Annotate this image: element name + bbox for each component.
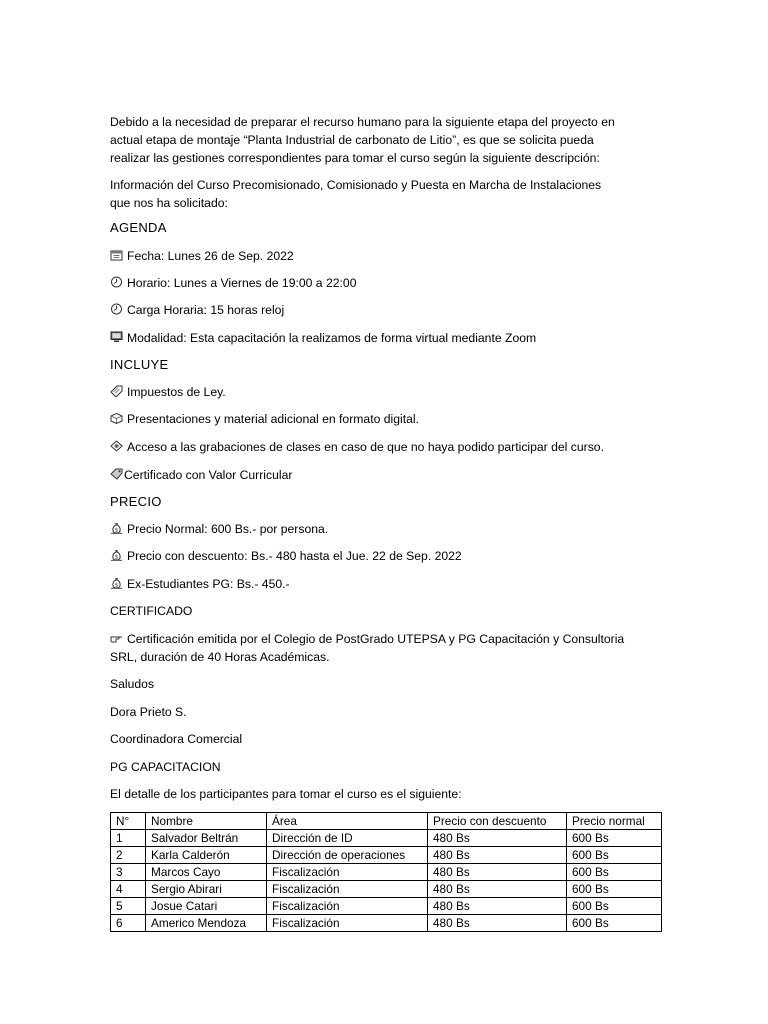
table-cell: Dirección de ID bbox=[267, 830, 428, 847]
participants-intro: El detalle de los participantes para tomar el curso es el siguiente: bbox=[110, 787, 462, 801]
table-cell: Josue Catari bbox=[146, 898, 267, 915]
table-row bbox=[111, 864, 662, 881]
table-cell: 1 bbox=[111, 830, 146, 847]
table-header-cell: Área bbox=[267, 813, 428, 830]
course-info-line-1: Información del Curso Precomisionado, Comisionado y Puesta en Marcha de Instalaciones bbox=[110, 178, 602, 192]
table-row bbox=[111, 830, 662, 847]
table-cell: Dirección de operaciones bbox=[267, 847, 428, 864]
clock-icon bbox=[110, 303, 123, 315]
table-cell: Salvador Beltrán bbox=[146, 830, 267, 847]
table-cell: 600 Bs bbox=[567, 915, 662, 932]
table-cell: Sergio Abirari bbox=[146, 881, 267, 898]
intro-line-2: actual etapa de montaje “Planta Industrial de carbonato de Litio”, es que se solicita pueda bbox=[110, 133, 594, 147]
table-cell: 600 Bs bbox=[567, 830, 662, 847]
table-cell: 480 Bs bbox=[428, 864, 567, 881]
table-row bbox=[111, 898, 662, 915]
intro-line-1: Debido a la necesidad de preparar el recurso humano para la siguiente etapa del proyecto en bbox=[110, 115, 615, 129]
table-header-row bbox=[111, 813, 662, 830]
signer-name: Dora Prieto S. bbox=[110, 705, 187, 719]
precio-item bbox=[110, 520, 328, 538]
incluye-item-text: Certificado con Valor Curricular bbox=[124, 468, 293, 482]
incluye-item bbox=[110, 466, 292, 484]
greeting: Saludos bbox=[110, 677, 155, 691]
certificado-line-1 bbox=[110, 630, 624, 648]
incluye-item-text: Presentaciones y material adicional en formato digital. bbox=[127, 412, 419, 426]
incluye-item bbox=[110, 438, 604, 456]
participants-table bbox=[110, 812, 662, 932]
intro-line-3: realizar las gestiones correspondientes para tomar el curso según la siguiente descripción: bbox=[110, 151, 600, 165]
precio-item bbox=[110, 547, 462, 565]
table-cell: Fiscalización bbox=[267, 915, 428, 932]
table-cell: Fiscalización bbox=[267, 881, 428, 898]
table-cell: Americo Mendoza bbox=[146, 915, 267, 932]
certificado-heading: CERTIFICADO bbox=[110, 604, 193, 618]
monitor-icon bbox=[110, 331, 123, 343]
table-cell: 5 bbox=[111, 898, 146, 915]
table-cell: 480 Bs bbox=[428, 881, 567, 898]
table-cell: 2 bbox=[111, 847, 146, 864]
tag-icon bbox=[110, 385, 123, 397]
table-header-cell: Nombre bbox=[146, 813, 267, 830]
table-cell: 480 Bs bbox=[428, 830, 567, 847]
pointing-hand-icon bbox=[110, 632, 123, 644]
table-cell: 480 Bs bbox=[428, 915, 567, 932]
agenda-item bbox=[110, 274, 356, 292]
table-row bbox=[111, 881, 662, 898]
incluye-item-text: Impuestos de Ley. bbox=[127, 385, 226, 399]
precio-item bbox=[110, 575, 290, 593]
svg-text:$: $ bbox=[114, 527, 119, 534]
calendar-icon bbox=[110, 249, 123, 261]
agenda-item-text: Carga Horaria: 15 horas reloj bbox=[127, 303, 285, 317]
table-cell: 480 Bs bbox=[428, 847, 567, 864]
agenda-item-text: Modalidad: Esta capacitación la realizamos de forma virtual mediante Zoom bbox=[127, 331, 537, 345]
table-cell: 600 Bs bbox=[567, 847, 662, 864]
table-cell: 4 bbox=[111, 881, 146, 898]
signer-company: PG CAPACITACION bbox=[110, 760, 221, 774]
incluye-item bbox=[110, 410, 419, 428]
table-header-cell: Precio normal bbox=[567, 813, 662, 830]
agenda-item bbox=[110, 329, 536, 347]
certificado-line-2: SRL, duración de 40 Horas Académicas. bbox=[110, 650, 330, 664]
incluye-item-text: Acceso a las grabaciones de clases en caso de que no haya podido participar del curso. bbox=[127, 440, 604, 454]
precio-item-text: Precio Normal: 600 Bs.- por persona. bbox=[127, 522, 329, 536]
table-cell: Fiscalización bbox=[267, 898, 428, 915]
incluye-heading: INCLUYE bbox=[110, 357, 169, 372]
diamond-icon bbox=[110, 440, 123, 452]
svg-text:$: $ bbox=[114, 582, 119, 589]
agenda-item bbox=[110, 301, 284, 319]
certificado-text: Certificación emitida por el Colegio de PostGrado UTEPSA y PG Capacitación y Consultoria bbox=[127, 632, 625, 646]
money-bag-icon bbox=[110, 549, 123, 561]
clock-icon bbox=[110, 276, 123, 288]
money-bag-icon bbox=[110, 522, 123, 534]
table-row bbox=[111, 915, 662, 932]
course-info-line-2: que nos ha solicitado: bbox=[110, 196, 228, 210]
money-bag-icon bbox=[110, 577, 123, 589]
table-cell: 600 Bs bbox=[567, 898, 662, 915]
table-cell: 6 bbox=[111, 915, 146, 932]
signer-role: Coordinadora Comercial bbox=[110, 732, 243, 746]
table-cell: Marcos Cayo bbox=[146, 864, 267, 881]
ticket-icon bbox=[110, 468, 123, 480]
table-cell: Karla Calderón bbox=[146, 847, 267, 864]
table-row bbox=[111, 847, 662, 864]
table-cell: 480 Bs bbox=[428, 898, 567, 915]
box-icon bbox=[110, 412, 123, 424]
table-cell: 600 Bs bbox=[567, 864, 662, 881]
agenda-item-text: Fecha: Lunes 26 de Sep. 2022 bbox=[127, 249, 294, 263]
precio-heading: PRECIO bbox=[110, 494, 162, 509]
precio-item-text: Precio con descuento: Bs.- 480 hasta el Jue. 22 de Sep. 2022 bbox=[127, 549, 462, 563]
table-header-cell: N° bbox=[111, 813, 146, 830]
incluye-item bbox=[110, 383, 226, 401]
agenda-item-text: Horario: Lunes a Viernes de 19:00 a 22:00 bbox=[127, 276, 357, 290]
table-header-cell: Precio con descuento bbox=[428, 813, 567, 830]
precio-item-text: Ex-Estudiantes PG: Bs.- 450.- bbox=[127, 577, 290, 591]
table-cell: 3 bbox=[111, 864, 146, 881]
agenda-item bbox=[110, 247, 294, 265]
table-cell: Fiscalización bbox=[267, 864, 428, 881]
svg-text:$: $ bbox=[114, 554, 119, 561]
table-cell: 600 Bs bbox=[567, 881, 662, 898]
agenda-heading: AGENDA bbox=[110, 220, 167, 235]
